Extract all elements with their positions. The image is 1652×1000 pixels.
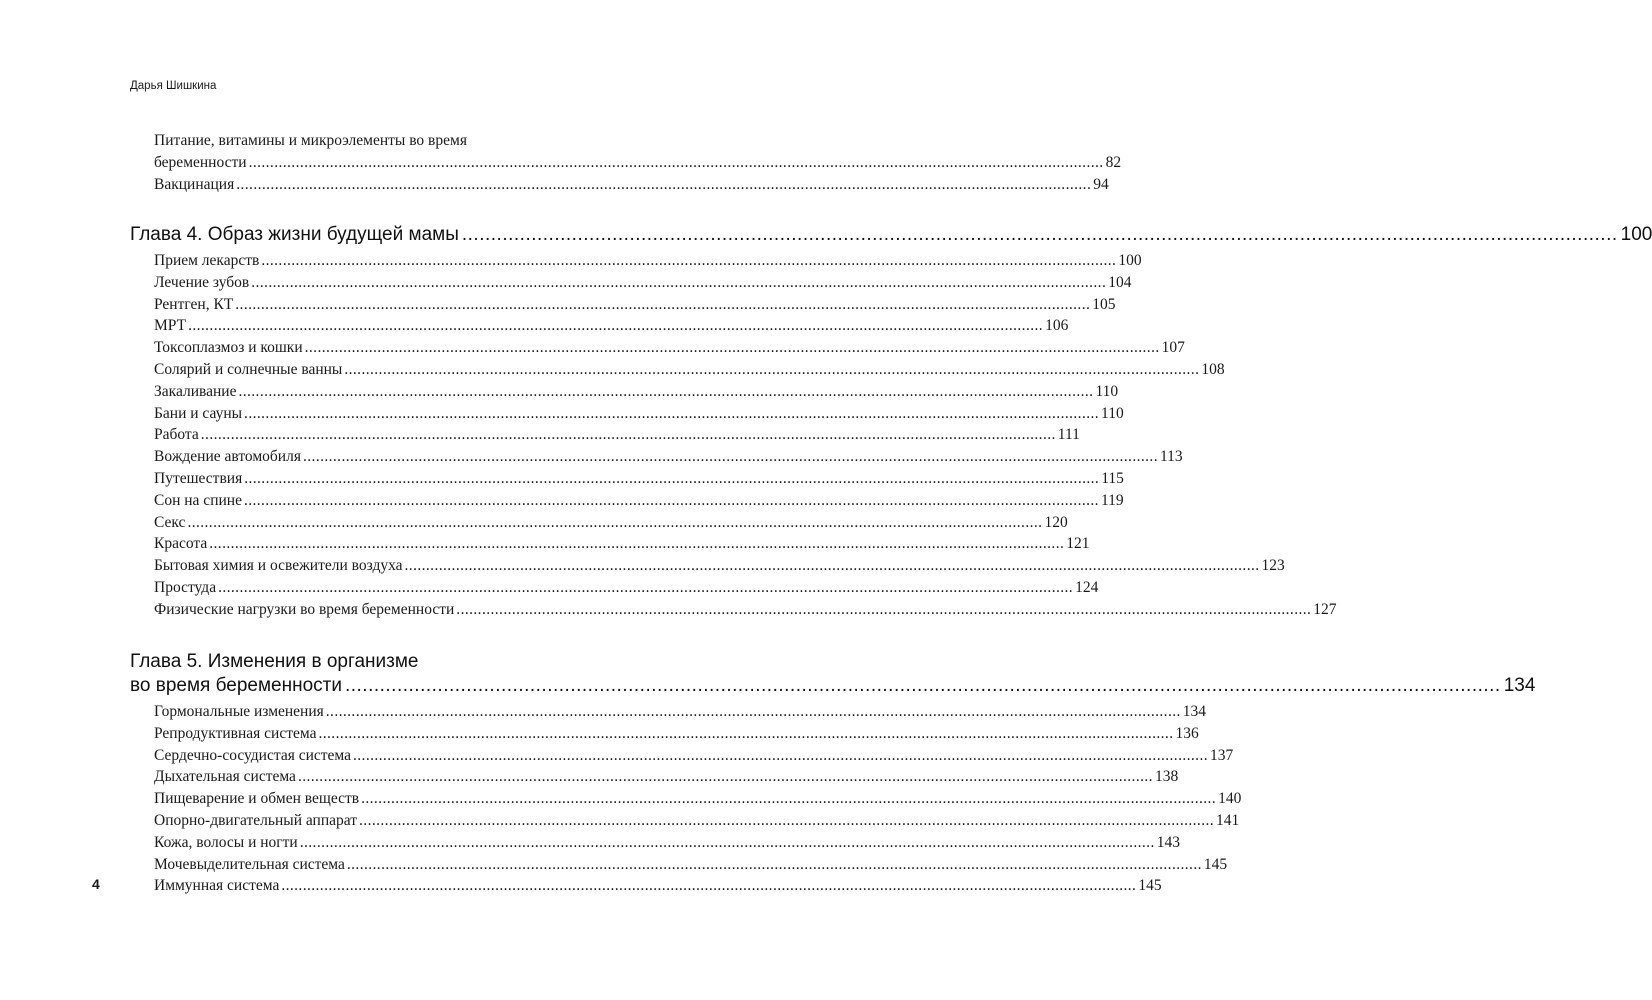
toc-leader-dots: ........................................................................................................................................................................................................ xyxy=(248,153,1104,171)
toc-entry-title: Бытовая химия и освежители воздуха xyxy=(154,557,403,575)
toc-entry[interactable] xyxy=(154,468,1124,490)
toc-entry-title: Гормональные изменения xyxy=(154,703,324,720)
running-head-author: Дарья Шишкина xyxy=(130,80,217,92)
toc-entry[interactable] xyxy=(154,810,1240,832)
toc-leader-dots: ........................................................................................................................................................................................................ xyxy=(344,360,1200,378)
toc-entry-page: 138 xyxy=(1154,768,1179,786)
toc-entry-page: 120 xyxy=(1044,513,1068,531)
toc-leader-dots: ........................................................................................................................................................................................................ xyxy=(344,675,1501,696)
toc-chapter-5 xyxy=(130,650,1536,897)
chapter-4-heading[interactable] xyxy=(130,223,1652,247)
toc-leader-dots: ........................................................................................................................................................................................................ xyxy=(218,578,1074,596)
chapter-5-entries xyxy=(154,701,1242,897)
toc-entry-title: Дыхательная система xyxy=(154,768,296,786)
toc-entry[interactable] xyxy=(154,555,1285,577)
toc-leader-dots: ........................................................................................................................................................................................................ xyxy=(304,339,1160,357)
toc-entry-title: Вождение автомобиля xyxy=(154,448,301,466)
toc-entry[interactable] xyxy=(154,854,1228,876)
toc-entry-title: Пищеварение и обмен веществ xyxy=(154,790,360,808)
toc-entry-title: Сон на спине xyxy=(154,491,242,509)
toc-entry[interactable] xyxy=(154,250,1142,272)
toc-entry-page: 127 xyxy=(1313,600,1337,618)
toc-entry-title: Закаливание xyxy=(154,382,237,400)
toc-entry[interactable] xyxy=(154,315,1069,337)
toc-leader-dots: ........................................................................................................................................................................................................ xyxy=(299,833,1155,851)
toc-entry-page: 143 xyxy=(1156,833,1180,851)
toc-entry-title: Токсоплазмоз и кошки xyxy=(154,339,303,357)
toc-leader-dots: ........................................................................................................................................................................................................ xyxy=(261,252,1117,269)
toc-entry-title: Рентген, КТ xyxy=(154,295,234,313)
toc-entry[interactable] xyxy=(154,424,1080,446)
chapter-4-title: Глава 4. Образ жизни будущей мамы xyxy=(130,224,459,245)
toc-entry[interactable] xyxy=(154,599,1337,621)
toc-leader-dots: ........................................................................................................................................................................................................ xyxy=(297,768,1153,786)
toc-entry-title: Путешествия xyxy=(154,469,243,487)
toc-entry-title: Мочевыделительная система xyxy=(154,855,345,873)
toc-entry-title: Опорно-двигательный аппарат xyxy=(154,811,358,829)
toc-entry-page: 123 xyxy=(1261,557,1285,575)
toc-leader-dots: ........................................................................................................................................................................................................ xyxy=(244,469,1100,487)
toc-entry[interactable] xyxy=(154,403,1124,425)
toc-entry-page: 134 xyxy=(1182,703,1207,720)
toc-entry-page: 110 xyxy=(1095,382,1119,400)
toc-entry[interactable] xyxy=(154,359,1225,381)
toc-entry[interactable] xyxy=(154,745,1234,767)
toc-entry[interactable] xyxy=(154,174,1109,196)
toc-entry[interactable] xyxy=(154,577,1099,599)
toc-leader-dots: ........................................................................................................................................................................................................ xyxy=(346,855,1202,873)
toc-entry-page: 110 xyxy=(1101,404,1124,422)
toc-leader-dots: ........................................................................................................................................................................................................ xyxy=(325,703,1181,720)
toc-entry[interactable] xyxy=(154,294,1116,316)
toc-entry-wrapped-title: Питание, витамины и микроэлементы во время xyxy=(154,132,467,149)
toc-leader-dots: ........................................................................................................................................................................................................ xyxy=(361,790,1217,808)
toc-entry-page: 111 xyxy=(1057,426,1080,444)
chapter-4-page: 100 xyxy=(1620,224,1652,245)
toc-leader-dots: ........................................................................................................................................................................................................ xyxy=(236,175,1092,193)
toc-entry-page: 82 xyxy=(1105,153,1122,171)
toc-entry-page: 115 xyxy=(1101,469,1124,487)
toc-entry[interactable] xyxy=(154,272,1132,294)
toc-entry[interactable] xyxy=(154,381,1119,403)
toc-leader-dots: ........................................................................................................................................................................................................ xyxy=(187,513,1043,531)
toc-entry[interactable] xyxy=(154,701,1207,723)
toc-entry-title: Кожа, волосы и ногти xyxy=(154,833,298,851)
toc-entry[interactable] xyxy=(154,490,1124,512)
toc-entry[interactable] xyxy=(154,533,1090,555)
toc-entry-title: Солярий и солнечные ванны xyxy=(154,360,343,378)
toc-leader-dots: ........................................................................................................................................................................................................ xyxy=(359,811,1215,829)
toc-entry-page: 106 xyxy=(1045,317,1069,335)
toc-leader-dots: ........................................................................................................................................................................................................ xyxy=(188,317,1044,335)
toc-entry[interactable] xyxy=(154,512,1068,534)
toc-leader-dots: ........................................................................................................................................................................................................ xyxy=(200,426,1056,444)
toc-leader-dots: ........................................................................................................................................................................................................ xyxy=(243,491,1099,509)
toc-entry-title: Физические нагрузки во время беременности xyxy=(154,600,455,618)
toc-leader-dots: ........................................................................................................................................................................................................ xyxy=(238,382,1094,400)
toc-entry-title: Репродуктивная система xyxy=(154,724,317,742)
toc-entry-page: 94 xyxy=(1093,175,1109,193)
toc-leader-dots: ........................................................................................................................................................................................................ xyxy=(302,448,1158,466)
toc-entry-title: Вакцинация xyxy=(154,175,235,193)
toc-leader-dots: ........................................................................................................................................................................................................ xyxy=(353,746,1208,764)
toc-entry[interactable] xyxy=(154,337,1185,359)
chapter-5-heading[interactable] xyxy=(130,674,1536,698)
toc-leader-dots: ........................................................................................................................................................................................................ xyxy=(461,224,1618,245)
toc-entry[interactable] xyxy=(154,723,1199,745)
toc-entry-page: 121 xyxy=(1066,535,1090,553)
toc-entry-page: 104 xyxy=(1108,273,1132,291)
toc-entry-title: МРТ xyxy=(154,317,187,335)
toc-entry-title: Лечение зубов xyxy=(154,273,250,291)
toc-entry-page: 141 xyxy=(1216,811,1240,829)
toc-entry-page: 108 xyxy=(1201,360,1225,378)
toc-entry-page: 124 xyxy=(1075,578,1099,596)
toc-entry-page: 100 xyxy=(1118,252,1142,269)
toc-entry-page: 119 xyxy=(1100,491,1124,509)
toc-entry[interactable] xyxy=(154,446,1183,468)
toc-entry-title: Прием лекарств xyxy=(154,252,260,269)
toc-entry-title: Иммунная система xyxy=(154,877,280,895)
toc-entry[interactable] xyxy=(154,152,1122,174)
toc-leader-dots: ........................................................................................................................................................................................................ xyxy=(318,724,1174,742)
toc-entry[interactable] xyxy=(154,832,1180,854)
toc-leader-dots: ........................................................................................................................................................................................................ xyxy=(281,877,1137,895)
toc-continued-section xyxy=(130,130,1122,195)
chapter-5-title-line2: во время беременности xyxy=(130,675,342,696)
toc-entry-page: 136 xyxy=(1175,724,1199,742)
toc-leader-dots: ........................................................................................................................................................................................................ xyxy=(209,535,1065,553)
chapter-5-title-line1[interactable]: Глава 5. Изменения в организме xyxy=(130,651,419,672)
toc-leader-dots: ........................................................................................................................................................................................................ xyxy=(251,273,1107,291)
toc-entry-page: 145 xyxy=(1203,855,1228,873)
page-number: 4 xyxy=(92,876,100,892)
toc-entry-page: 105 xyxy=(1092,295,1116,313)
toc-entry[interactable] xyxy=(154,875,1162,897)
toc-entry-page: 113 xyxy=(1159,448,1183,466)
toc-entry-page: 140 xyxy=(1218,790,1242,808)
toc-leader-dots: ........................................................................................................................................................................................................ xyxy=(244,404,1100,422)
toc-entry-page: 107 xyxy=(1161,339,1185,357)
toc-entry-title: Секс xyxy=(154,513,186,531)
toc-entry-title: беременности xyxy=(154,153,247,171)
toc-entry-page: 137 xyxy=(1210,746,1234,764)
toc-leader-dots: ........................................................................................................................................................................................................ xyxy=(235,295,1091,313)
chapter-4-entries xyxy=(154,250,1337,621)
toc-leader-dots: ........................................................................................................................................................................................................ xyxy=(404,557,1260,575)
toc-entry-title: Сердечно-сосудистая система xyxy=(154,746,351,764)
toc-entry-title: Красота xyxy=(154,535,208,553)
toc-entry[interactable] xyxy=(154,766,1179,788)
toc-continued-entries xyxy=(154,130,1122,195)
toc-entry-page: 145 xyxy=(1138,877,1162,895)
toc-entry-title: Бани и сауны xyxy=(154,404,243,422)
chapter-5-page: 134 xyxy=(1503,675,1536,696)
toc-entry[interactable] xyxy=(154,788,1242,810)
toc-entry-title: Работа xyxy=(154,426,199,444)
toc-entry-title: Простуда xyxy=(154,578,217,596)
toc-chapter-4 xyxy=(130,223,1652,621)
toc-leader-dots: ........................................................................................................................................................................................................ xyxy=(456,600,1312,618)
